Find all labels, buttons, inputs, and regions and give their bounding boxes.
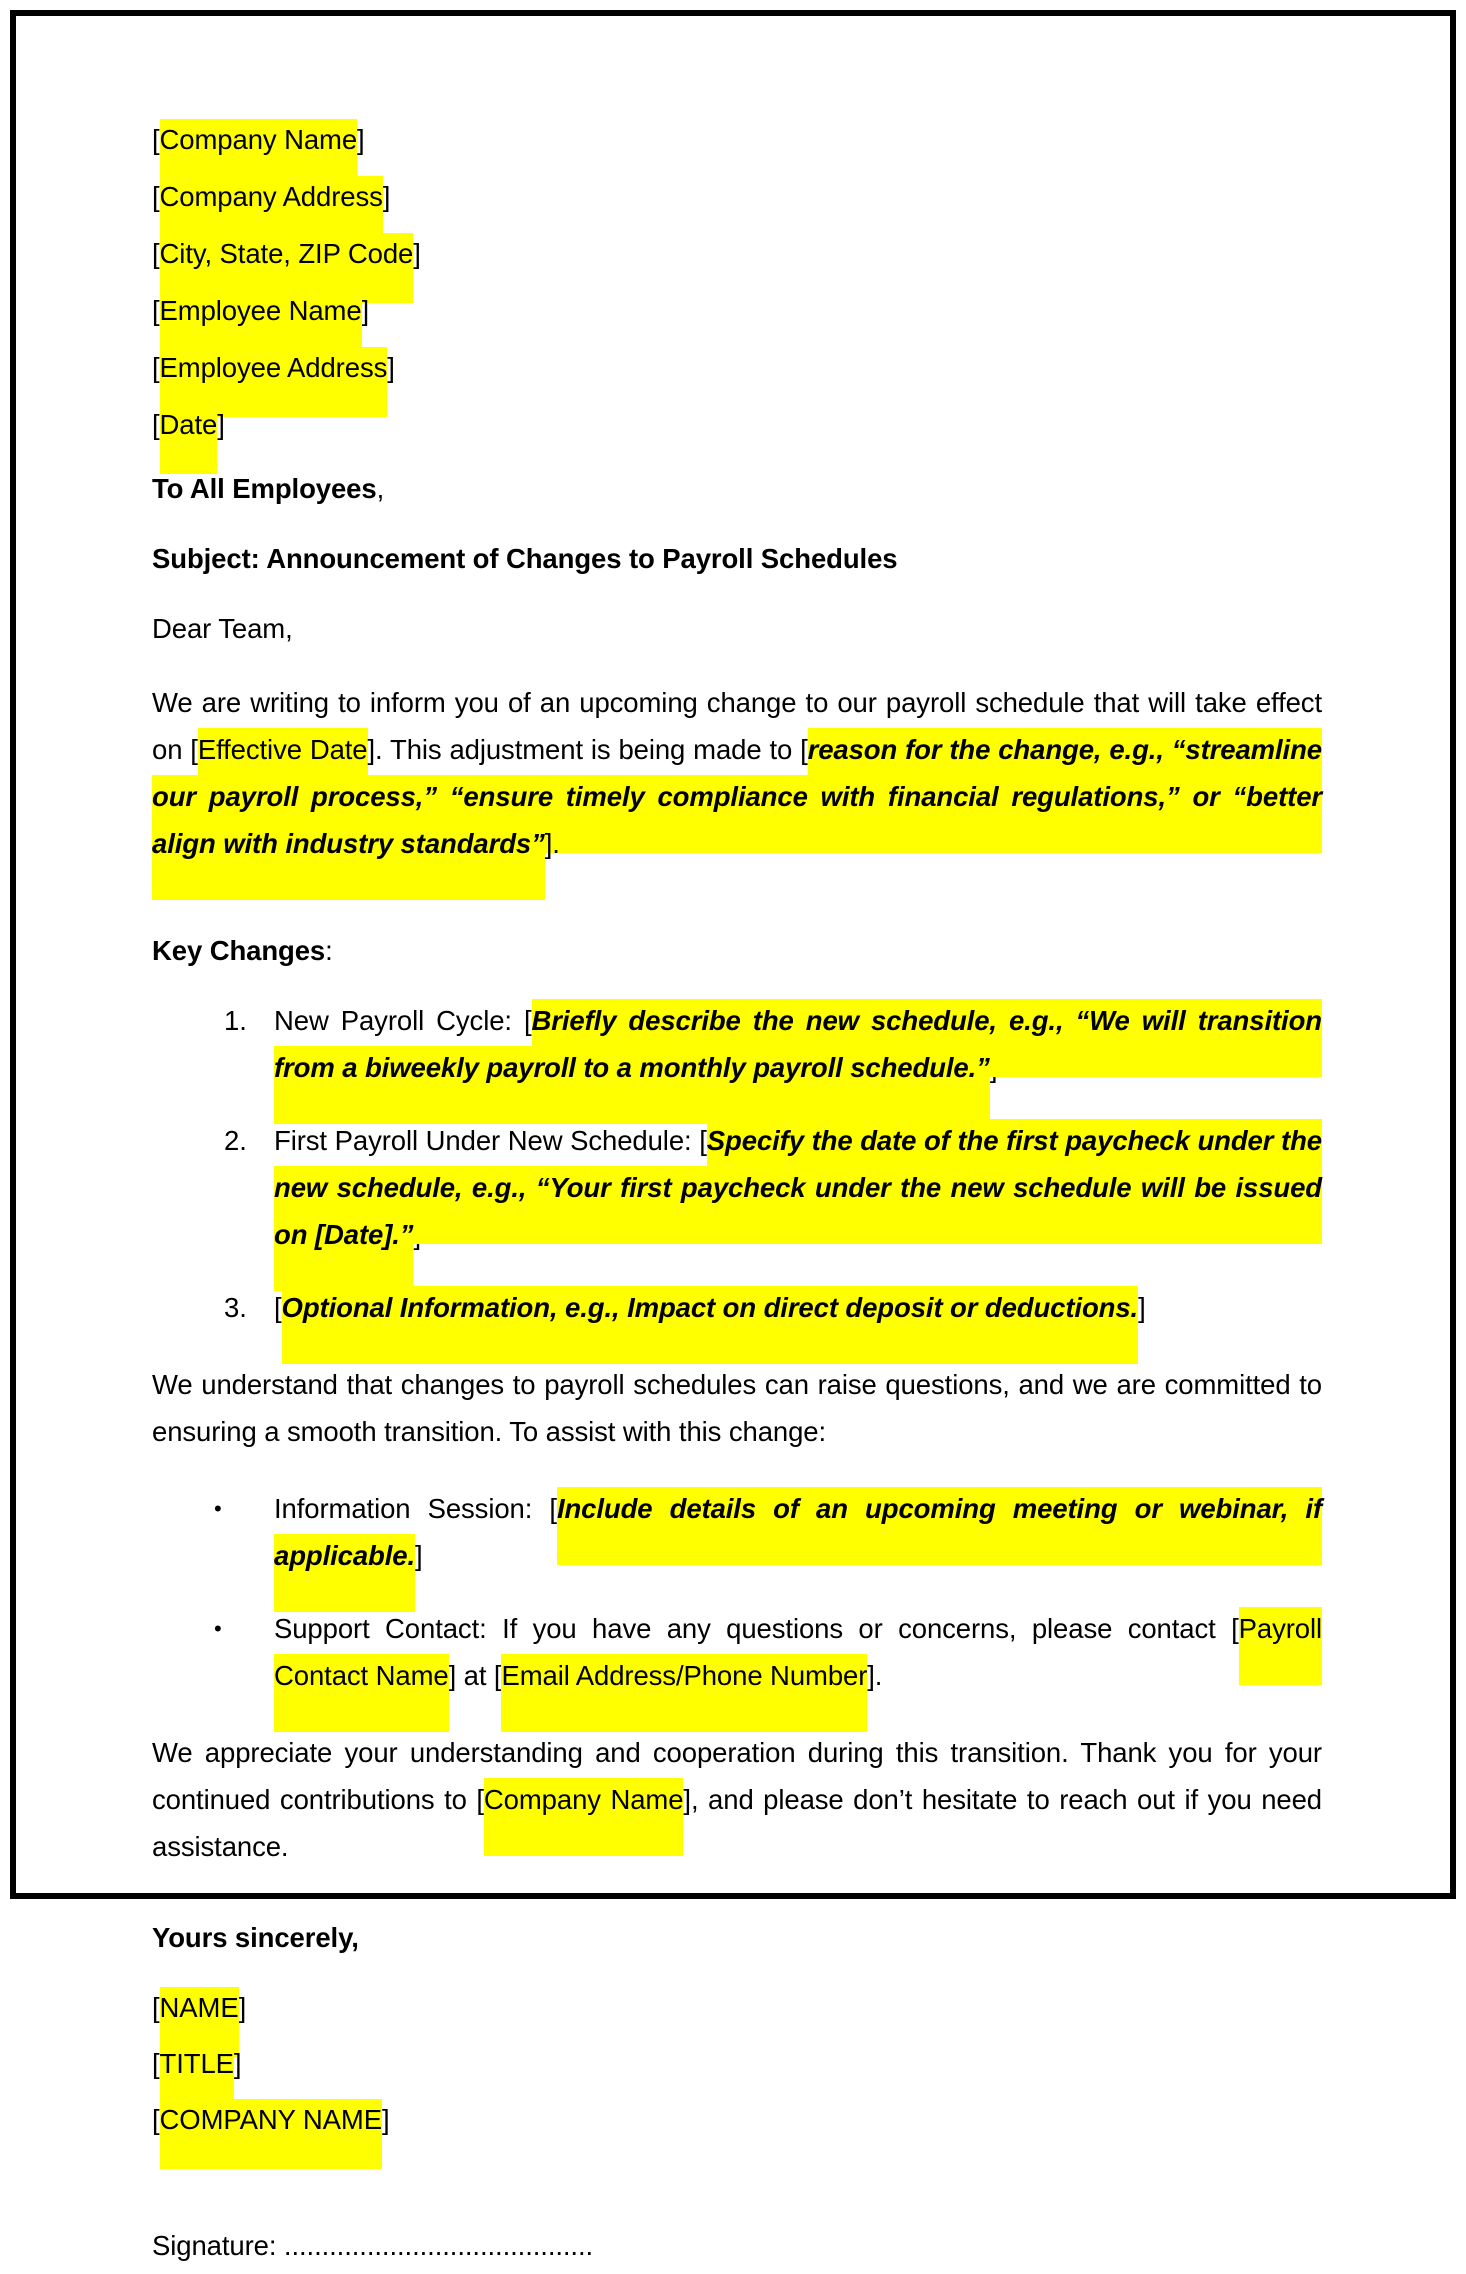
- employee-name-placeholder: Employee Name: [160, 290, 362, 360]
- closing-paragraph: [152, 1729, 1322, 1870]
- signer-title-line: [TITLE]: [152, 2036, 1322, 2092]
- item3-placeholder: Optional Information, e.g., Impact on direct deposit or deductions.: [282, 1286, 1139, 1364]
- bullet-icon: •: [214, 1496, 222, 1521]
- greeting-line: Dear Team,: [152, 613, 293, 644]
- list-marker-1: 1.: [224, 1005, 247, 1036]
- date-line: [Date]: [152, 396, 1322, 453]
- to-all-employees-label: To All Employees: [152, 473, 377, 504]
- item3-lead: [: [274, 1292, 282, 1323]
- company-name-line: [Company Name]: [152, 111, 1322, 168]
- letter-body: [152, 111, 1322, 2274]
- signer-title-placeholder: TITLE: [160, 2043, 234, 2113]
- employee-address-placeholder: Employee Address: [160, 347, 388, 417]
- signer-name-line: [NAME]: [152, 1980, 1322, 2036]
- transition-paragraph: We understand that changes to payroll schedules can raise questions, and we are committed to ensuring a smooth transition. To assist with this change:: [152, 1369, 1322, 1447]
- list-item: [152, 1485, 1322, 1579]
- employee-name-line: [Employee Name]: [152, 282, 1322, 339]
- signature-line: Signature: .........................................: [152, 2230, 594, 2261]
- signer-company-line: [COMPANY NAME]: [152, 2092, 1322, 2148]
- intro-text-part3: ].: [544, 828, 560, 859]
- intro-text-part2: ]. This adjustment is being made to [: [367, 734, 808, 765]
- key-changes-label: Key Changes: [152, 935, 326, 966]
- support-contact-tail: ].: [867, 1660, 883, 1691]
- item3-tail: ]: [1138, 1292, 1146, 1323]
- to-all-employees-comma: ,: [376, 473, 385, 504]
- item1-lead: New Payroll Cycle: [: [274, 1005, 532, 1036]
- key-changes-colon: :: [325, 935, 333, 966]
- info-session-placeholder: Include details of an upcoming meeting or webinar, if applicable.: [274, 1487, 1322, 1612]
- key-changes-list: [152, 997, 1322, 1331]
- date-placeholder: Date: [160, 404, 218, 474]
- list-marker-2: 2.: [224, 1125, 247, 1156]
- company-address-line: [Company Address]: [152, 168, 1322, 225]
- document-page: [16, 16, 1450, 2261]
- list-item: [152, 1284, 1322, 1331]
- list-item-text: [274, 1605, 1322, 1699]
- support-list: [152, 1485, 1322, 1699]
- company-name-placeholder: Company Name: [160, 119, 358, 189]
- list-item-text: [274, 1284, 1322, 1331]
- item2-lead: First Payroll Under New Schedule: [: [274, 1125, 707, 1156]
- reason-placeholder: reason for the change, e.g., “streamline our payroll process,” “ensure timely compliance with financial regulations,” or “better align with industry standards”: [152, 728, 1322, 900]
- to-all-employees-line: [152, 461, 1322, 517]
- list-marker-3: 3.: [224, 1292, 247, 1323]
- document-page-border: [10, 10, 1456, 2261]
- effective-date-placeholder: Effective Date: [198, 728, 368, 806]
- info-session-lead: Information Session: [: [274, 1493, 557, 1524]
- employee-address-line: [Employee Address]: [152, 339, 1322, 396]
- payroll-contact-placeholder: Payroll Contact Name: [274, 1607, 1322, 1732]
- support-contact-mid: ] at [: [448, 1660, 502, 1691]
- intro-paragraph: [152, 679, 1322, 867]
- email-phone-placeholder: Email Address/Phone Number: [501, 1654, 867, 1732]
- support-contact-lead: Support Contact: If you have any questions or concerns, please contact [: [274, 1613, 1239, 1644]
- list-item: [152, 997, 1322, 1091]
- list-item-text: [274, 1485, 1322, 1579]
- list-item-text: [274, 1117, 1322, 1258]
- company-address-placeholder: Company Address: [160, 176, 383, 246]
- list-item: [152, 1117, 1322, 1258]
- subject-line: Subject: Announcement of Changes to Payroll Schedules: [152, 543, 898, 574]
- signer-name-placeholder: NAME: [160, 1987, 239, 2057]
- item2-placeholder: Specify the date of the first paycheck under the new schedule, e.g., “Your first paycheck under the new schedule will be issued on [Date].”: [274, 1119, 1322, 1291]
- signoff-line: Yours sincerely,: [152, 1922, 359, 1953]
- closing-part1: We appreciate your understanding and cooperation during this transition. Thank you for your continued contributions to [: [152, 1737, 1322, 1815]
- info-session-tail: ]: [415, 1540, 423, 1571]
- bullet-icon: •: [214, 1616, 222, 1641]
- list-item: [152, 1605, 1322, 1699]
- item1-placeholder: Briefly describe the new schedule, e.g., “We will transition from a biweekly payroll to a monthly payroll schedule.”: [274, 999, 1322, 1124]
- city-state-zip-placeholder: City, State, ZIP Code: [160, 233, 414, 303]
- closing-company-placeholder: Company Name: [484, 1778, 684, 1856]
- city-state-zip-line: [City, State, ZIP Code]: [152, 225, 1322, 282]
- list-item-text: [274, 997, 1322, 1091]
- key-changes-heading: [152, 923, 1322, 979]
- address-block: [152, 111, 1322, 453]
- signer-company-placeholder: COMPANY NAME: [160, 2099, 382, 2169]
- closing-part2: ], and please don’t hesitate to reach out if you need assistance.: [152, 1784, 1322, 1862]
- intro-text-part1: We are writing to inform you of an upcoming change to our payroll schedule that will take effect on [: [152, 687, 1322, 765]
